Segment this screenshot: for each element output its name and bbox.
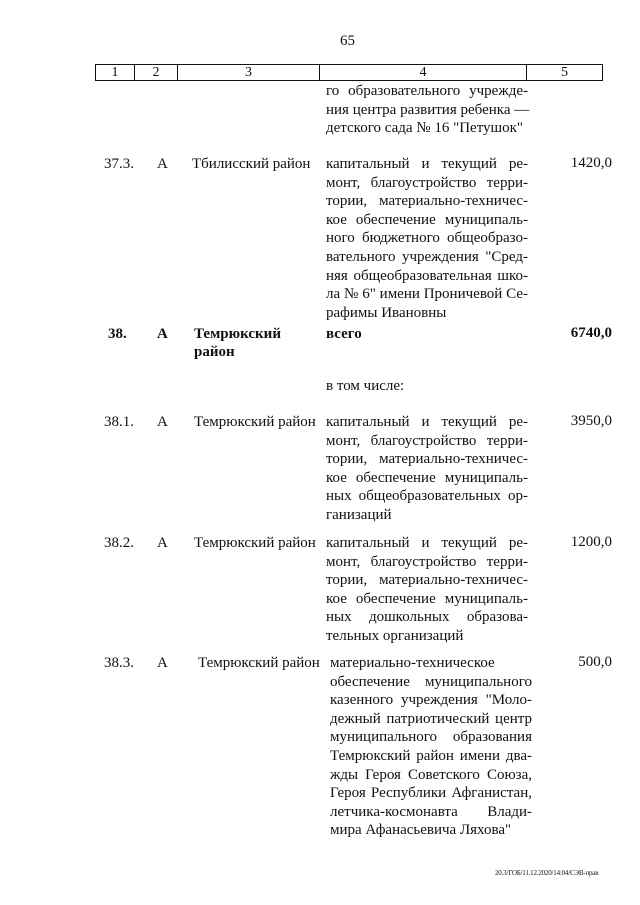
row-district: Темрюкский район xyxy=(198,655,320,671)
row-description xyxy=(326,534,528,646)
document-footer-code: 20.3/ГОБ/11.12.2020/14:04/СЭВ-прав xyxy=(495,869,599,877)
desc-line: материально-техническое xyxy=(330,655,495,671)
desc-line: капитальный и текущий ре- xyxy=(326,414,528,430)
row-amount: 6740,0 xyxy=(570,325,612,341)
row-category: А xyxy=(157,414,168,430)
row-number: 38.2. xyxy=(104,535,134,551)
row-number: 38.3. xyxy=(104,655,134,671)
row-description xyxy=(326,413,528,525)
row-amount: 500,0 xyxy=(578,654,612,670)
row-description xyxy=(330,654,532,840)
header-col-3: 3 xyxy=(178,65,320,80)
desc-line: кое обеспечение муниципаль- xyxy=(326,211,528,228)
desc-line: тельных организаций xyxy=(326,627,464,644)
desc-line: монт, благоустройство терри- xyxy=(326,432,528,449)
desc-line: капитальный и текущий ре- xyxy=(326,535,528,551)
desc-line: обеспечение муниципального xyxy=(330,673,532,690)
row-district: Темрюкский район xyxy=(194,535,316,551)
desc-line: мира Афанасьевича Ляхова" xyxy=(330,822,512,839)
desc-line: ного бюджетного общеобразо- xyxy=(326,230,528,247)
desc-line: го образовательного учрежде- xyxy=(326,83,528,99)
desc-line: детского сада № 16 "Петушок" xyxy=(326,120,524,137)
row-district: Темрюкский район xyxy=(194,414,316,430)
desc-line: тории, материально-техничес- xyxy=(326,193,528,210)
desc-line: муниципального образования xyxy=(330,729,532,746)
row-number: 38.1. xyxy=(104,414,134,430)
desc-line: рафимы Ивановны xyxy=(326,304,447,321)
row-amount: 3950,0 xyxy=(570,413,612,429)
desc-line: няя общеобразовательная шко- xyxy=(326,267,528,284)
desc-line: монт, благоустройство терри- xyxy=(326,174,528,191)
row-amount: 1200,0 xyxy=(570,534,612,550)
header-col-5: 5 xyxy=(561,65,568,80)
table-header xyxy=(95,64,603,81)
desc-line: кое обеспечение муниципаль- xyxy=(326,590,528,607)
row-description xyxy=(326,155,528,322)
row-district: район xyxy=(194,344,235,360)
header-col-1: 1 xyxy=(96,65,135,80)
desc-line: ных дошкольных образова- xyxy=(326,609,528,626)
row-category: А xyxy=(157,326,168,342)
desc-line: летчика-космонавта Влади- xyxy=(330,803,532,820)
desc-line: ганизаций xyxy=(326,506,392,523)
row-description: всего xyxy=(326,326,362,342)
header-col-2: 2 xyxy=(135,65,178,80)
desc-line: Героя Республики Афганистан, xyxy=(330,785,532,802)
desc-line: монт, благоустройство терри- xyxy=(326,553,528,570)
desc-line: капитальный и текущий ре- xyxy=(326,156,528,172)
desc-line: дежный патриотический центр xyxy=(330,710,532,727)
header-col-4: 4 xyxy=(320,65,527,80)
desc-line: жды Героя Советского Союза, xyxy=(330,766,532,783)
row-category: А xyxy=(157,535,168,551)
desc-line: ния центра развития ребенка — xyxy=(326,101,530,118)
desc-line: тории, материально-техничес- xyxy=(326,451,528,468)
including-note: в том числе: xyxy=(326,378,405,394)
desc-line: тории, материально-техничес- xyxy=(326,572,528,589)
desc-line: Темрюкский район имени два- xyxy=(330,747,532,764)
desc-line: кое обеспечение муниципаль- xyxy=(326,469,528,486)
desc-line: вательного учреждения "Сред- xyxy=(326,248,528,265)
desc-line: ла № 6" имени Проничевой Се- xyxy=(326,286,528,303)
row-number: 37.3. xyxy=(104,156,134,172)
row-category: А xyxy=(157,156,168,172)
row-district: Тбилисский район xyxy=(192,156,311,172)
row-category: А xyxy=(157,655,168,671)
row-number: 38. xyxy=(108,326,127,342)
desc-line: казенного учреждения "Моло- xyxy=(330,692,532,709)
row-district: Темрюкский xyxy=(194,326,281,342)
row-amount: 1420,0 xyxy=(570,155,612,171)
desc-line: ных общеобразовательных ор- xyxy=(326,488,528,505)
continuation-description xyxy=(326,82,528,138)
